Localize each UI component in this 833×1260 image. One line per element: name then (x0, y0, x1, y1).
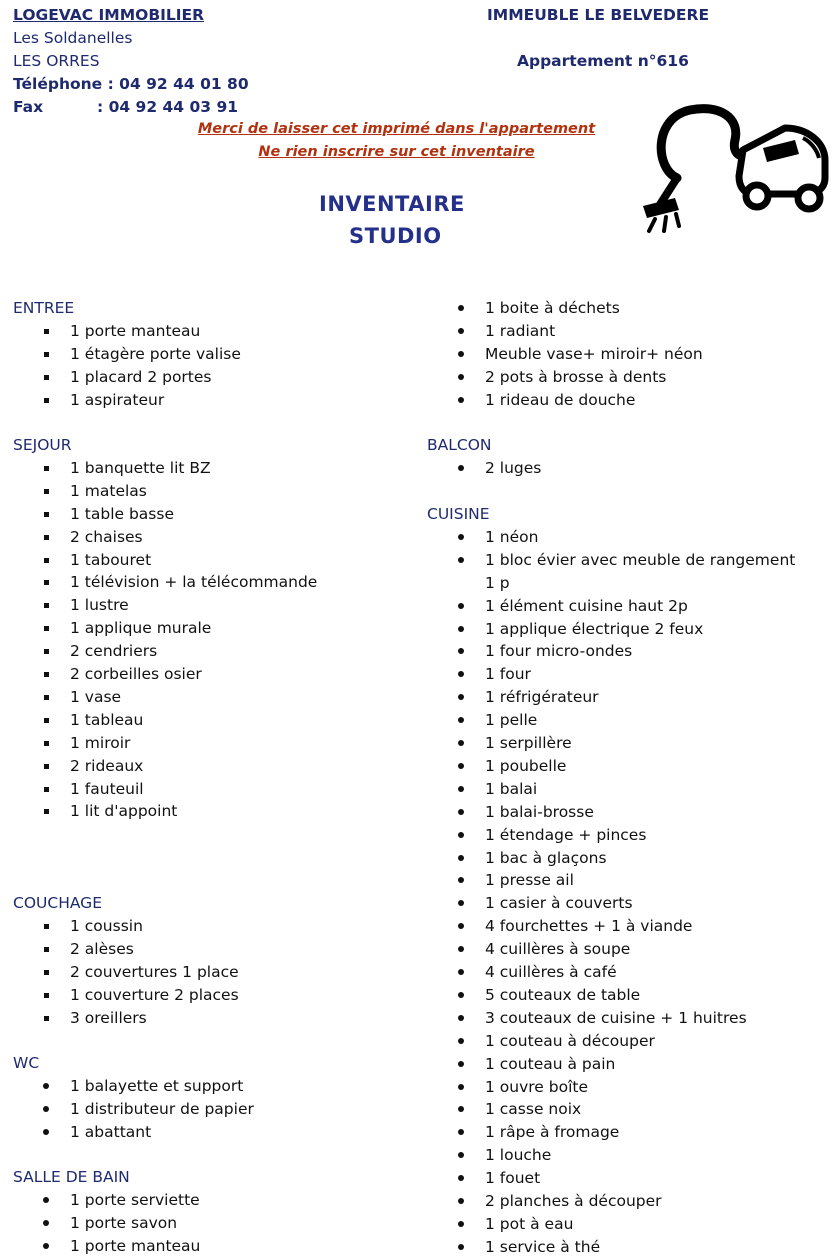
inventory-item-cuisine: 1 four micro-ondes (485, 642, 633, 661)
section-heading-salle-de-bain: SALLE DE BAIN (13, 1168, 130, 1186)
inventory-item-cuisine: 1 p (485, 573, 510, 592)
inventory-item-couchage: 2 couvertures 1 place (70, 962, 239, 981)
inventory-item-cuisine: 4 fourchettes + 1 à viande (485, 917, 693, 936)
inventory-item-sejour: 1 lit d'appoint (70, 802, 178, 821)
inventory-item-wc: 1 abattant (70, 1122, 152, 1141)
inventory-item-cuisine: 3 couteaux de cuisine + 1 huitres (485, 1008, 747, 1027)
section-heading-couchage: COUCHAGE (13, 894, 102, 912)
inventory-item-sejour: 1 vase (70, 687, 122, 706)
inventory-item-sejour: 1 fauteuil (70, 779, 144, 798)
inventory-item-cuisine: 1 applique électrique 2 feux (485, 619, 704, 638)
inventory-item-right-continued: 1 radiant (485, 321, 556, 340)
inventory-item-sejour: 1 applique murale (70, 619, 212, 638)
section-heading-entree: ENTREE (13, 299, 75, 317)
inventory-item-cuisine: 1 ouvre boîte (485, 1077, 589, 1096)
inventory-item-couchage: 3 oreillers (70, 1008, 147, 1027)
inventory-item-sejour: 1 lustre (70, 596, 129, 615)
apartment-number: Appartement n°616 (517, 52, 689, 70)
inventory-item-couchage: 1 couverture 2 places (70, 985, 239, 1004)
inventory-item-salle-de-bain: 1 porte manteau (70, 1236, 201, 1255)
inventory-item-cuisine: 1 casse noix (485, 1100, 582, 1119)
company-phone: Téléphone : 04 92 44 01 80 (13, 75, 249, 93)
inventory-item-sejour: 2 cendriers (70, 642, 158, 661)
inventory-item-cuisine: 1 étendage + pinces (485, 825, 647, 844)
inventory-item-sejour: 2 corbeilles osier (70, 665, 202, 683)
inventory-item-sejour: 1 miroir (70, 733, 131, 752)
inventory-item-cuisine: 1 couteau à découper (485, 1031, 655, 1050)
company-fax-value: : 04 92 44 03 91 (97, 98, 239, 116)
inventory-item-cuisine: 1 néon (485, 527, 539, 546)
inventory-item-sejour: 1 tabouret (70, 550, 152, 569)
inventory-item-cuisine: 4 cuillères à café (485, 963, 617, 981)
inventory-item-cuisine: 1 bloc évier avec meuble de rangement (485, 550, 796, 569)
inventory-item-cuisine: 1 louche (485, 1146, 552, 1165)
inventory-item-cuisine: 1 service à thé (485, 1237, 601, 1256)
company-city: LES ORRES (13, 52, 100, 70)
inventory-item-cuisine: 1 râpe à fromage (485, 1123, 620, 1142)
inventory-item-cuisine: 1 casier à couverts (485, 894, 633, 913)
inventory-item-right-continued: 1 boite à déchets (485, 299, 620, 317)
inventory-item-wc: 1 distributeur de papier (70, 1099, 254, 1118)
inventory-item-cuisine: 1 balai (485, 779, 538, 798)
inventory-item-entree: 1 porte manteau (70, 321, 201, 340)
inventory-item-cuisine: 1 pot à eau (485, 1214, 574, 1233)
inventory-item-sejour: 1 table basse (70, 504, 174, 523)
vacuum-cleaner-icon (635, 98, 831, 250)
inventory-item-cuisine: 1 poubelle (485, 756, 567, 775)
section-heading-cuisine: CUISINE (427, 505, 490, 523)
section-heading-sejour: SEJOUR (13, 436, 72, 454)
inventory-item-couchage: 2 alèses (70, 939, 134, 958)
inventory-item-couchage: 1 coussin (70, 916, 143, 935)
inventory-item-sejour: 2 rideaux (70, 756, 144, 775)
inventory-item-cuisine: 1 pelle (485, 711, 538, 730)
inventory-item-sejour: 1 tableau (70, 710, 144, 729)
document-subtitle: STUDIO (349, 224, 442, 248)
section-heading-wc: WC (13, 1054, 40, 1072)
inventory-item-entree: 1 placard 2 portes (70, 367, 212, 386)
building-name: IMMEUBLE LE BELVEDERE (487, 6, 710, 24)
inventory-item-cuisine: 1 balai-brosse (485, 802, 594, 821)
inventory-item-cuisine: 1 fouet (485, 1169, 541, 1188)
notice-do-not-write: Ne rien inscrire sur cet inventaire (258, 144, 535, 160)
inventory-item-sejour: 1 télévision + la télécommande (70, 573, 318, 592)
inventory-item-sejour: 1 matelas (70, 481, 147, 500)
inventory-item-entree: 1 étagère porte valise (70, 344, 241, 363)
section-heading-balcon: BALCON (427, 436, 492, 454)
inventory-item-cuisine: 1 couteau à pain (485, 1054, 616, 1073)
inventory-item-balcon: 2 luges (485, 458, 542, 477)
inventory-item-cuisine: 1 serpillère (485, 734, 572, 752)
inventory-item-right-continued: Meuble vase+ miroir+ néon (485, 344, 703, 363)
document-title: INVENTAIRE (319, 192, 465, 216)
inventory-item-cuisine: 1 presse ail (485, 871, 574, 890)
inventory-item-cuisine: 1 four (485, 665, 531, 684)
inventory-item-entree: 1 aspirateur (70, 390, 165, 409)
company-name: LOGEVAC IMMOBILIER (13, 6, 205, 24)
inventory-item-wc: 1 balayette et support (70, 1076, 244, 1095)
inventory-item-sejour: 1 banquette lit BZ (70, 458, 211, 477)
inventory-item-cuisine: 2 planches à découper (485, 1192, 662, 1210)
company-address: Les Soldanelles (13, 29, 133, 47)
inventory-item-cuisine: 1 réfrigérateur (485, 688, 599, 707)
inventory-item-cuisine: 1 bac à glaçons (485, 848, 607, 867)
inventory-item-salle-de-bain: 1 porte serviette (70, 1190, 200, 1209)
inventory-item-right-continued: 2 pots à brosse à dents (485, 367, 667, 386)
inventory-item-cuisine: 5 couteaux de table (485, 985, 641, 1004)
notice-keep-document: Merci de laisser cet imprimé dans l'appartement (197, 121, 596, 137)
inventory-item-sejour: 2 chaises (70, 527, 143, 546)
inventory-item-right-continued: 1 rideau de douche (485, 390, 636, 409)
inventory-item-cuisine: 4 cuillères à soupe (485, 940, 631, 959)
inventory-item-cuisine: 1 élément cuisine haut 2p (485, 596, 688, 615)
inventory-item-salle-de-bain: 1 porte savon (70, 1213, 178, 1232)
company-fax-label: Fax (13, 98, 44, 116)
